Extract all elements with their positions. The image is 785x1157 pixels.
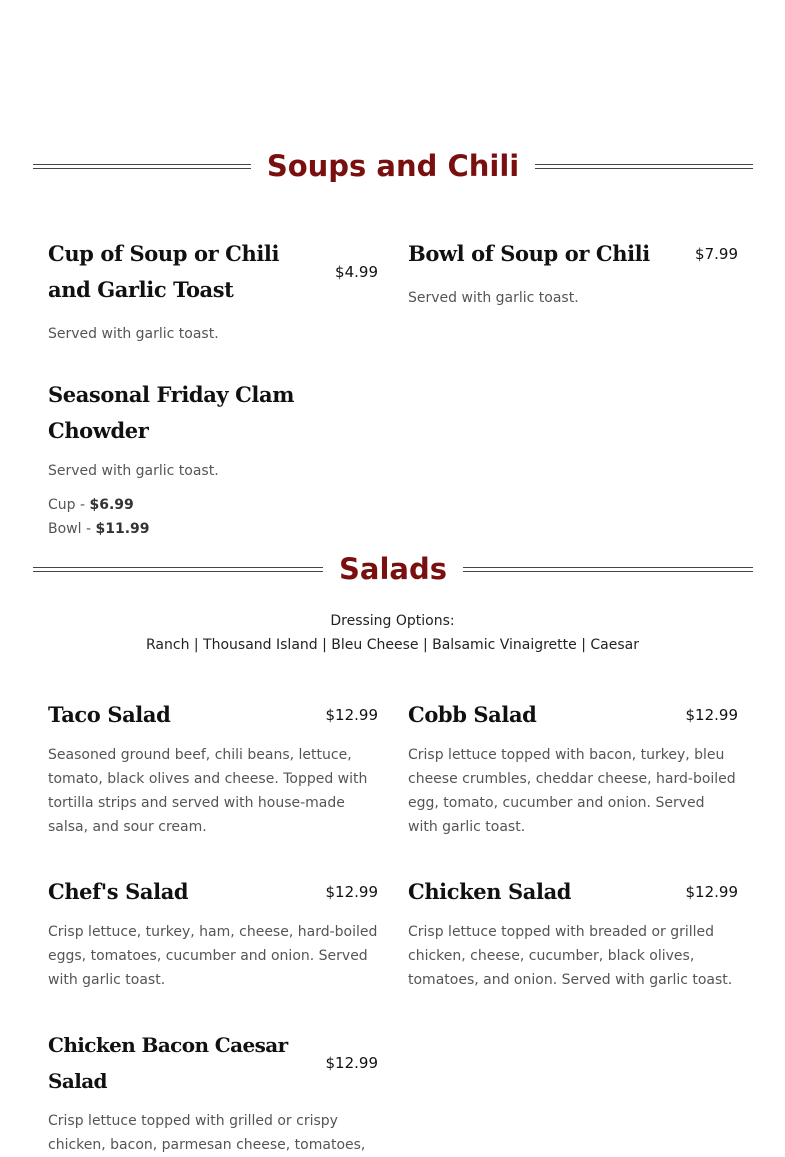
menu-item-chicken-salad [408, 874, 738, 992]
size-option-cup: Cup - $6.99 [48, 497, 134, 513]
divider-left [33, 567, 323, 572]
item-price: $12.99 [685, 883, 738, 901]
menu-item-chefs-salad [48, 874, 378, 992]
menu-item-chicken-bacon-caesar-salad [48, 1027, 378, 1157]
item-name: Cobb Salad [408, 702, 537, 727]
item-description: Seasoned ground beef, chili beans, lettuce, tomato, black olives and cheese. Topped with tortilla strips and served with house-made salsa, and sour cream. [48, 747, 368, 835]
item-price: $12.99 [685, 706, 738, 724]
item-description: Crisp lettuce topped with breaded or grilled chicken, cheese, cucumber, black olives, tomatoes, and onion. Served with garlic toast. [408, 924, 733, 988]
item-name: Taco Salad [48, 702, 171, 727]
menu-item-cup-of-soup [48, 236, 378, 346]
dressing-list: Ranch | Thousand Island | Bleu Cheese | Balsamic Vinaigrette | Caesar [146, 637, 639, 653]
dressing-options [0, 609, 785, 657]
menu-item-cobb-salad [408, 697, 738, 839]
salads-section-header [33, 549, 753, 589]
divider-right [463, 567, 753, 572]
item-description: Served with garlic toast. [48, 463, 219, 479]
size-options [48, 493, 388, 541]
item-price: $12.99 [325, 706, 378, 724]
item-price: $12.99 [325, 1054, 378, 1072]
item-description: Served with garlic toast. [408, 290, 579, 306]
item-price: $4.99 [335, 263, 378, 281]
item-name: Chef's Salad [48, 879, 189, 904]
item-price: $7.99 [695, 245, 738, 263]
item-name: Bowl of Soup or Chili [408, 241, 650, 266]
soups-section-header [33, 146, 753, 186]
dressing-label: Dressing Options: [330, 613, 455, 629]
item-name: Chicken Bacon Caesar Salad [48, 1033, 288, 1093]
item-description: Crisp lettuce, turkey, ham, cheese, hard-boiled eggs, tomatoes, cucumber and onion. Served with garlic toast. [48, 924, 378, 988]
item-name: Seasonal Friday Clam Chowder [48, 382, 295, 443]
item-price: $12.99 [325, 883, 378, 901]
divider-left [33, 164, 251, 169]
section-title-salads: Salads [339, 552, 447, 586]
item-name: Chicken Salad [408, 879, 572, 904]
menu-item-bowl-of-soup [408, 236, 738, 310]
item-description: Crisp lettuce topped with grilled or crispy chicken, bacon, parmesan cheese, tomatoes, [48, 1113, 366, 1153]
item-description: Crisp lettuce topped with bacon, turkey, bleu cheese crumbles, cheddar cheese, hard-boiled egg, tomato, cucumber and onion. Served with garlic toast. [408, 747, 736, 835]
divider-right [535, 164, 753, 169]
item-description: Served with garlic toast. [48, 326, 219, 342]
section-title-soups: Soups and Chili [266, 149, 520, 183]
item-name: Cup of Soup or Chili and Garlic Toast [48, 241, 280, 302]
menu-item-taco-salad [48, 697, 378, 839]
menu-item-clam-chowder [48, 377, 388, 541]
size-option-bowl: Bowl - $11.99 [48, 521, 150, 537]
